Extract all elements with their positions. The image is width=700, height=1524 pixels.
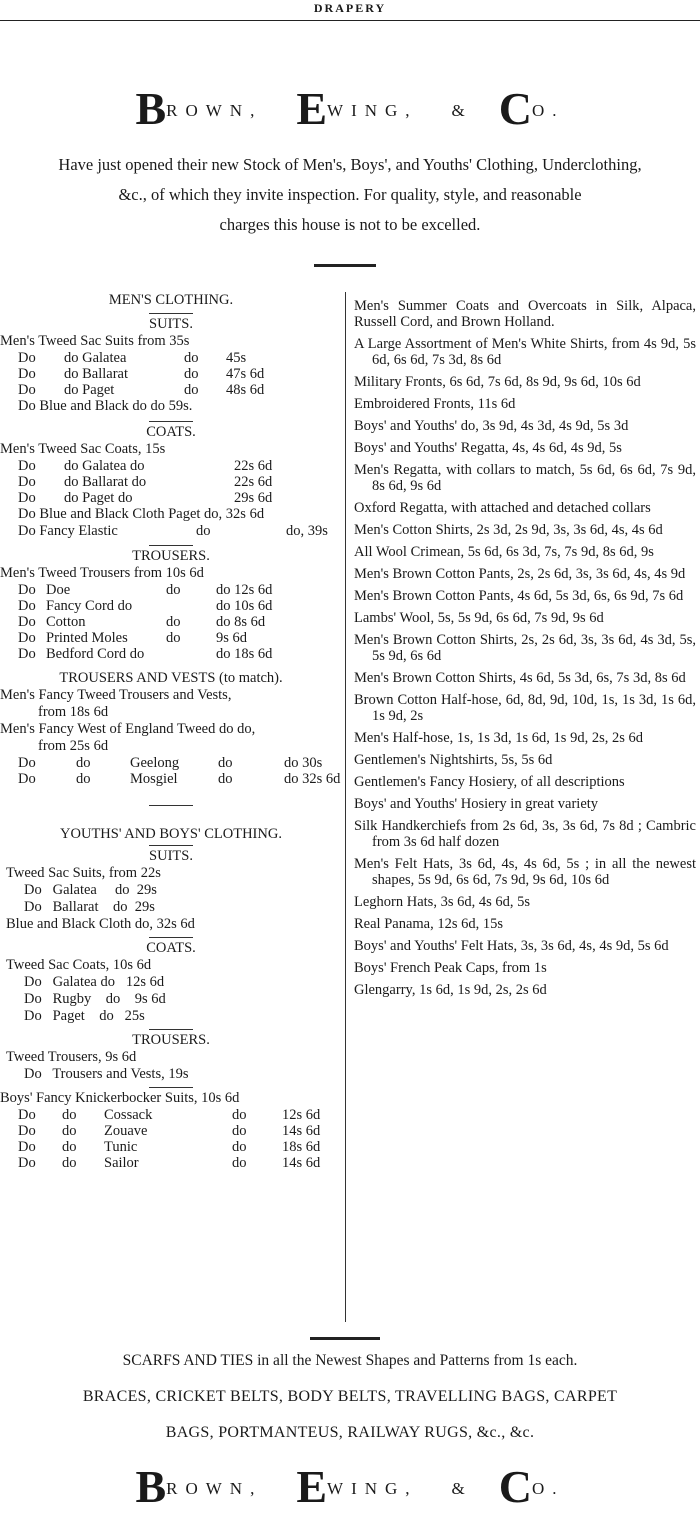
- youths-coats-heading: COATS.: [146, 940, 196, 956]
- table-row: Do do Galatea do 22s 6d: [18, 458, 273, 474]
- section-header: DRAPERY: [313, 1, 387, 15]
- list-item: Men's Cotton Shirts, 2s 3d, 2s 9d, 3s, 3s 6d, 4s, 4s 6d: [354, 522, 663, 538]
- list-item: Lambs' Wool, 5s, 5s 9d, 6s 6d, 7s 9d, 9s 6d: [354, 610, 604, 626]
- list-item: Men's Summer Coats and Overcoats in Silk, Alpaca, Russell Cord, and Brown Holland.: [354, 298, 696, 330]
- intro-line: Have just opened their new Stock of Men's, Boys', and Youths' Clothing, Underclothing,: [58, 155, 642, 174]
- firm-e-rest: WING,: [327, 1479, 418, 1498]
- list-item: Men's Half-hose, 1s, 1s 3d, 1s 6d, 1s 9d, 2s, 2s 6d: [354, 730, 643, 746]
- table-row: Do Printed Moles do 9s 6d: [18, 630, 248, 646]
- column-divider: [345, 292, 346, 1322]
- list-item: Men's Tweed Trousers from 10s 6d: [0, 565, 204, 581]
- table-row: Do do Sailor do 14s 6d: [18, 1155, 321, 1171]
- trousers-heading: TROUSERS.: [132, 548, 210, 564]
- table-row: Do do Ballarat do 47s 6d: [18, 366, 265, 382]
- firm-e-rest: WING,: [327, 101, 418, 120]
- list-item: Brown Cotton Half-hose, 6d, 8d, 9d, 10d, 1s, 1s 3d, 1s 6d, 1s 9d, 2s: [354, 692, 696, 724]
- list-item: Men's Fancy Tweed Trousers and Vests,: [0, 687, 232, 703]
- table-row: Do do Zouave do 14s 6d: [18, 1123, 321, 1139]
- divider: [149, 545, 193, 546]
- trousers-vests-heading: TROUSERS AND VESTS (to match).: [59, 670, 283, 686]
- divider: [149, 313, 193, 314]
- list-item: Boys' and Youths' Felt Hats, 3s, 3s 6d, 4s, 4s 9d, 5s 6d: [354, 938, 669, 954]
- youths-suits-heading: SUITS.: [149, 848, 193, 864]
- list-item: Do Trousers and Vests, 19s: [24, 1066, 189, 1082]
- intro-line: charges this house is not to be excelled.: [219, 215, 481, 234]
- footer-rule: [310, 1337, 380, 1340]
- list-item: Blue and Black Cloth do, 32s 6d: [6, 916, 195, 932]
- divider: [149, 805, 193, 806]
- list-item: Do Ballarat do 29s: [24, 899, 155, 915]
- firm-b-rest: ROWN,: [166, 1479, 263, 1498]
- list-item: Do Galatea do 12s 6d: [24, 974, 165, 990]
- table-row: Do Fancy Elastic do do, 39s: [18, 523, 328, 539]
- firm-b-rest: ROWN,: [166, 101, 263, 120]
- knickerbocker-table: [18, 1107, 320, 1171]
- list-item: Men's Regatta, with collars to match, 5s 6d, 6s 6d, 7s 9d, 8s 6d, 9s 6d: [354, 462, 696, 494]
- scarfs-line: SCARFS AND TIES in all the Newest Shapes and Patterns from 1s each.: [122, 1352, 578, 1369]
- divider: [149, 421, 193, 422]
- list-item: Do Galatea do 29s: [24, 882, 157, 898]
- suits-heading: SUITS.: [149, 316, 193, 332]
- list-item: Boys' Fancy Knickerbocker Suits, 10s 6d: [0, 1090, 240, 1106]
- firm-ampersand: &: [451, 101, 465, 120]
- braces-line-1: BRACES, CRICKET BELTS, BODY BELTS, TRAVELLING BAGS, CARPET: [82, 1388, 618, 1405]
- intro-text: [0, 150, 700, 240]
- list-item: Tweed Trousers, 9s 6d: [6, 1049, 137, 1065]
- firm-c-rest: O.: [532, 1479, 565, 1498]
- list-item: Tweed Sac Suits, from 22s: [6, 865, 161, 881]
- firm-name-top: [0, 83, 700, 134]
- firm-c-rest: O.: [532, 101, 565, 120]
- firm-ampersand: &: [451, 1479, 465, 1498]
- list-item: A Large Assortment of Men's White Shirts, from 4s 9d, 5s 6d, 6s 6d, 7s 3d, 8s 6d: [354, 336, 696, 368]
- firm-c-initial: C: [498, 83, 533, 134]
- intro-rule: [314, 264, 376, 267]
- list-item: Boys' and Youths' do, 3s 9d, 4s 3d, 4s 9d, 5s 3d: [354, 418, 629, 434]
- trousers-table: [18, 582, 272, 662]
- list-item: Do Paget do 25s: [24, 1008, 145, 1024]
- list-item: Boys' French Peak Caps, from 1s: [354, 960, 547, 976]
- firm-e-initial: E: [296, 1461, 328, 1512]
- table-row: Do Bedford Cord do do 18s 6d: [18, 646, 273, 662]
- list-item: Do Rugby do 9s 6d: [24, 991, 166, 1007]
- table-row: Do Doe do do 12s 6d: [18, 582, 273, 598]
- list-item: Men's Tweed Sac Coats, 15s: [0, 441, 166, 457]
- list-item: Silk Handkerchiefs from 2s 6d, 3s, 3s 6d, 7s 8d ; Cambric from 3s 6d half dozen: [354, 818, 696, 850]
- table-row: Do do Paget do 29s 6d: [18, 490, 273, 506]
- youths-trousers-heading: TROUSERS.: [132, 1032, 210, 1048]
- list-item: All Wool Crimean, 5s 6d, 6s 3d, 7s, 7s 9d, 8s 6d, 9s: [354, 544, 654, 560]
- mens-clothing-heading: MEN'S CLOTHING.: [108, 292, 234, 308]
- list-item: Do Blue and Black Cloth Paget do, 32s 6d: [18, 506, 265, 522]
- list-item: from 25s 6d: [38, 738, 109, 754]
- list-item: Embroidered Fronts, 11s 6d: [354, 396, 516, 412]
- right-column: [354, 298, 696, 1004]
- left-column: [0, 292, 342, 1171]
- table-row: Do Fancy Cord do do 10s 6d: [18, 598, 273, 614]
- braces-line-2: BAGS, PORTMANTEUS, RAILWAY RUGS, &c., &c.: [165, 1424, 535, 1441]
- list-item: from 18s 6d: [38, 704, 109, 720]
- intro-line: &c., of which they invite inspection. For quality, style, and reasonable: [118, 185, 582, 204]
- coats-table-2: [18, 523, 328, 539]
- firm-name-bottom: [0, 1461, 700, 1512]
- suits-table: [18, 350, 264, 398]
- table-row: Do do Cossack do 12s 6d: [18, 1107, 321, 1123]
- list-item: Men's Fancy West of England Tweed do do,: [0, 721, 256, 737]
- list-item: Men's Felt Hats, 3s 6d, 4s, 4s 6d, 5s ; in all the newest shapes, 5s 9d, 6s 6d, 7s 9d, 9s 6d, 10s 6d: [354, 856, 696, 888]
- coats-table: [18, 458, 272, 506]
- divider: [149, 937, 193, 938]
- coats-heading: COATS.: [146, 424, 196, 440]
- divider: [149, 845, 193, 846]
- list-item: Real Panama, 12s 6d, 15s: [354, 916, 504, 932]
- list-item: Boys' and Youths' Regatta, 4s, 4s 6d, 4s 9d, 5s: [354, 440, 622, 456]
- list-item: Men's Brown Cotton Pants, 2s, 2s 6d, 3s, 3s 6d, 4s, 4s 9d: [354, 566, 686, 582]
- list-item: Do Blue and Black do do 59s.: [18, 398, 193, 414]
- list-item: Men's Brown Cotton Shirts, 2s, 2s 6d, 3s, 3s 6d, 4s 3d, 5s, 5s 9d, 6s 6d: [354, 632, 696, 664]
- divider: [149, 1029, 193, 1030]
- list-item: Leghorn Hats, 3s 6d, 4s 6d, 5s: [354, 894, 531, 910]
- list-item: Gentlemen's Fancy Hosiery, of all descriptions: [354, 774, 625, 790]
- youths-boys-heading: YOUTHS' AND BOYS' CLOTHING.: [60, 826, 282, 842]
- list-item: Tweed Sac Coats, 10s 6d: [6, 957, 152, 973]
- table-row: Do do Ballarat do 22s 6d: [18, 474, 273, 490]
- firm-c-initial: C: [498, 1461, 533, 1512]
- list-item: Gentlemen's Nightshirts, 5s, 5s 6d: [354, 752, 553, 768]
- list-item: Men's Tweed Sac Suits from 35s: [0, 333, 190, 349]
- table-row: Do do Mosgiel do do 32s 6d: [18, 771, 341, 787]
- divider: [149, 1087, 193, 1088]
- table-row: Do do Galatea do 45s: [18, 350, 247, 366]
- list-item: Men's Brown Cotton Shirts, 4s 6d, 5s 3d, 6s, 7s 3d, 8s 6d: [354, 670, 686, 686]
- trousers-vests-table: [18, 755, 340, 787]
- header-rule: [0, 20, 700, 21]
- list-item: Men's Brown Cotton Pants, 4s 6d, 5s 3d, 6s, 6s 9d, 7s 6d: [354, 588, 684, 604]
- table-row: Do do Geelong do do 30s: [18, 755, 323, 771]
- list-item: Glengarry, 1s 6d, 1s 9d, 2s, 2s 6d: [354, 982, 547, 998]
- table-row: Do do Paget do 48s 6d: [18, 382, 265, 398]
- table-row: Do Cotton do do 8s 6d: [18, 614, 266, 630]
- firm-b-initial: B: [135, 83, 167, 134]
- list-item: Boys' and Youths' Hosiery in great variety: [354, 796, 599, 812]
- list-item: Oxford Regatta, with attached and detached collars: [354, 500, 651, 516]
- firm-b-initial: B: [135, 1461, 167, 1512]
- list-item: Military Fronts, 6s 6d, 7s 6d, 8s 9d, 9s 6d, 10s 6d: [354, 374, 641, 390]
- table-row: Do do Tunic do 18s 6d: [18, 1139, 321, 1155]
- firm-e-initial: E: [296, 83, 328, 134]
